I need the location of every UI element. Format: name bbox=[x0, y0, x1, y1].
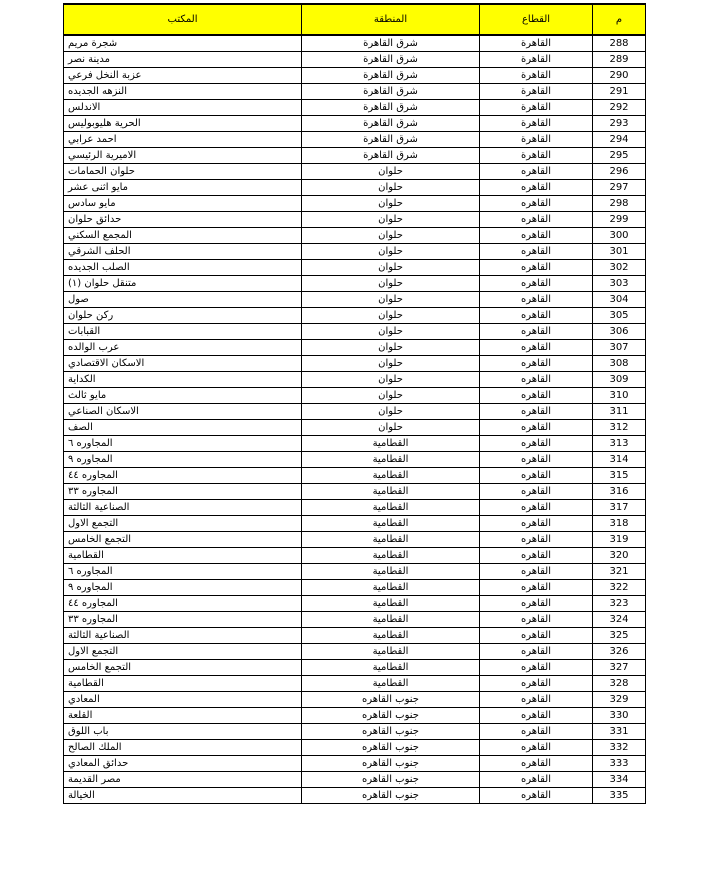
office-cell[interactable]: القطامية bbox=[64, 676, 302, 692]
region-cell[interactable]: القطامية bbox=[302, 516, 480, 532]
region-cell[interactable]: القطامية bbox=[302, 468, 480, 484]
number-cell[interactable]: 309 bbox=[593, 372, 646, 388]
table-body bbox=[64, 35, 646, 804]
office-cell[interactable]: المجاوره ٤٤ bbox=[64, 468, 302, 484]
sector-cell[interactable]: القاهره bbox=[480, 468, 593, 484]
region-cell[interactable]: القطامية bbox=[302, 628, 480, 644]
sector-cell[interactable]: القاهره bbox=[480, 324, 593, 340]
column-header-region[interactable]: المنطقة bbox=[302, 4, 480, 35]
number-cell[interactable]: 332 bbox=[593, 740, 646, 756]
table-row bbox=[64, 388, 646, 404]
table-row bbox=[64, 372, 646, 388]
number-cell[interactable]: 327 bbox=[593, 660, 646, 676]
number-cell[interactable]: 325 bbox=[593, 628, 646, 644]
number-cell[interactable]: 306 bbox=[593, 324, 646, 340]
office-cell[interactable]: الحلف الشرقي bbox=[64, 244, 302, 260]
table-row bbox=[64, 484, 646, 500]
column-header-sector[interactable]: القطاع bbox=[480, 4, 593, 35]
sector-cell[interactable]: القاهره bbox=[480, 340, 593, 356]
number-cell[interactable]: 303 bbox=[593, 276, 646, 292]
sector-cell[interactable]: القاهره bbox=[480, 452, 593, 468]
office-cell[interactable]: الكداية bbox=[64, 372, 302, 388]
number-cell[interactable]: 289 bbox=[593, 52, 646, 68]
table-row bbox=[64, 356, 646, 372]
table-row bbox=[64, 244, 646, 260]
office-cell[interactable]: القطامية bbox=[64, 548, 302, 564]
office-cell[interactable]: المجاوره ٣٣ bbox=[64, 484, 302, 500]
number-cell[interactable]: 324 bbox=[593, 612, 646, 628]
number-cell[interactable]: 320 bbox=[593, 548, 646, 564]
region-cell[interactable]: حلوان bbox=[302, 420, 480, 436]
office-cell[interactable]: الصلب الجديده bbox=[64, 260, 302, 276]
table-row bbox=[64, 740, 646, 756]
office-cell[interactable]: المجاوره ٩ bbox=[64, 580, 302, 596]
table-row bbox=[64, 468, 646, 484]
office-cell[interactable]: مايو اثنى عشر bbox=[64, 180, 302, 196]
table-row bbox=[64, 148, 646, 164]
region-cell[interactable]: جنوب القاهره bbox=[302, 708, 480, 724]
table-row bbox=[64, 164, 646, 180]
number-cell[interactable]: 305 bbox=[593, 308, 646, 324]
sector-cell[interactable]: القاهرة bbox=[480, 35, 593, 52]
number-cell[interactable]: 297 bbox=[593, 180, 646, 196]
sector-cell[interactable]: القاهره bbox=[480, 660, 593, 676]
office-cell[interactable]: صول bbox=[64, 292, 302, 308]
table-row bbox=[64, 308, 646, 324]
sector-cell[interactable]: القاهره bbox=[480, 244, 593, 260]
region-cell[interactable]: القطامية bbox=[302, 676, 480, 692]
sector-cell[interactable]: القاهره bbox=[480, 628, 593, 644]
region-cell[interactable]: حلوان bbox=[302, 212, 480, 228]
office-cell[interactable]: الاميرية الرئيسي bbox=[64, 148, 302, 164]
region-cell[interactable]: حلوان bbox=[302, 356, 480, 372]
number-cell[interactable]: 293 bbox=[593, 116, 646, 132]
region-cell[interactable]: شرق القاهرة bbox=[302, 116, 480, 132]
number-cell[interactable]: 335 bbox=[593, 788, 646, 804]
sector-cell[interactable]: القاهره bbox=[480, 228, 593, 244]
table-row bbox=[64, 724, 646, 740]
region-cell[interactable]: القطامية bbox=[302, 436, 480, 452]
table-row bbox=[64, 84, 646, 100]
sector-cell[interactable]: القاهره bbox=[480, 756, 593, 772]
office-cell[interactable]: النزهه الجديده bbox=[64, 84, 302, 100]
office-cell[interactable]: ركن حلوان bbox=[64, 308, 302, 324]
number-cell[interactable]: 313 bbox=[593, 436, 646, 452]
sector-cell[interactable]: القاهره bbox=[480, 564, 593, 580]
number-cell[interactable]: 295 bbox=[593, 148, 646, 164]
region-cell[interactable]: جنوب القاهره bbox=[302, 724, 480, 740]
sector-cell[interactable]: القاهره bbox=[480, 196, 593, 212]
table-row bbox=[64, 228, 646, 244]
number-cell[interactable]: 292 bbox=[593, 100, 646, 116]
sector-cell[interactable]: القاهره bbox=[480, 772, 593, 788]
sector-cell[interactable]: القاهره bbox=[480, 580, 593, 596]
number-cell[interactable]: 318 bbox=[593, 516, 646, 532]
region-cell[interactable]: القطامية bbox=[302, 548, 480, 564]
number-cell[interactable]: 310 bbox=[593, 388, 646, 404]
sector-cell[interactable]: القاهره bbox=[480, 180, 593, 196]
number-cell[interactable]: 312 bbox=[593, 420, 646, 436]
table-row bbox=[64, 100, 646, 116]
number-cell[interactable]: 330 bbox=[593, 708, 646, 724]
region-cell[interactable]: شرق القاهرة bbox=[302, 68, 480, 84]
region-cell[interactable]: جنوب القاهره bbox=[302, 692, 480, 708]
office-cell[interactable]: الصف bbox=[64, 420, 302, 436]
region-cell[interactable]: حلوان bbox=[302, 372, 480, 388]
sector-cell[interactable]: القاهره bbox=[480, 404, 593, 420]
table-row bbox=[64, 132, 646, 148]
region-cell[interactable]: حلوان bbox=[302, 324, 480, 340]
number-cell[interactable]: 323 bbox=[593, 596, 646, 612]
region-cell[interactable]: حلوان bbox=[302, 228, 480, 244]
table-row bbox=[64, 116, 646, 132]
office-cell[interactable]: باب اللوق bbox=[64, 724, 302, 740]
region-cell[interactable]: القطامية bbox=[302, 500, 480, 516]
region-cell[interactable]: حلوان bbox=[302, 180, 480, 196]
region-cell[interactable]: القطامية bbox=[302, 660, 480, 676]
region-cell[interactable]: شرق القاهرة bbox=[302, 148, 480, 164]
office-cell[interactable]: شجرة مريم bbox=[64, 35, 302, 52]
table-row bbox=[64, 212, 646, 228]
number-cell[interactable]: 294 bbox=[593, 132, 646, 148]
office-cell[interactable]: مايو سادس bbox=[64, 196, 302, 212]
number-cell[interactable]: 321 bbox=[593, 564, 646, 580]
table-row bbox=[64, 68, 646, 84]
table-row bbox=[64, 788, 646, 804]
table-row bbox=[64, 324, 646, 340]
office-cell[interactable]: عرب الوالده bbox=[64, 340, 302, 356]
number-cell[interactable]: 290 bbox=[593, 68, 646, 84]
table-row bbox=[64, 404, 646, 420]
region-cell[interactable]: القطامية bbox=[302, 612, 480, 628]
table-row bbox=[64, 708, 646, 724]
table-row bbox=[64, 180, 646, 196]
sector-cell[interactable]: القاهره bbox=[480, 420, 593, 436]
region-cell[interactable]: حلوان bbox=[302, 196, 480, 212]
office-cell[interactable]: مدينة نصر bbox=[64, 52, 302, 68]
sector-cell[interactable]: القاهره bbox=[480, 612, 593, 628]
sector-cell[interactable]: القاهره bbox=[480, 548, 593, 564]
table-row bbox=[64, 196, 646, 212]
sector-cell[interactable]: القاهره bbox=[480, 276, 593, 292]
office-cell[interactable]: القلعة bbox=[64, 708, 302, 724]
table-row bbox=[64, 260, 646, 276]
region-cell[interactable]: حلوان bbox=[302, 340, 480, 356]
sector-cell[interactable]: القاهرة bbox=[480, 100, 593, 116]
number-cell[interactable]: 300 bbox=[593, 228, 646, 244]
number-cell[interactable]: 326 bbox=[593, 644, 646, 660]
table-row bbox=[64, 676, 646, 692]
office-cell[interactable]: المجاوره ٤٤ bbox=[64, 596, 302, 612]
table-row bbox=[64, 35, 646, 52]
office-cell[interactable]: الخيالة bbox=[64, 788, 302, 804]
column-header-number[interactable]: م bbox=[593, 4, 646, 35]
sector-cell[interactable]: القاهره bbox=[480, 532, 593, 548]
offices-table bbox=[63, 3, 646, 804]
sector-cell[interactable]: القاهره bbox=[480, 388, 593, 404]
office-cell[interactable]: الاسكان الاقتصادي bbox=[64, 356, 302, 372]
region-cell[interactable]: حلوان bbox=[302, 260, 480, 276]
number-cell[interactable]: 315 bbox=[593, 468, 646, 484]
region-cell[interactable]: جنوب القاهره bbox=[302, 788, 480, 804]
spreadsheet-sheet bbox=[63, 3, 645, 804]
region-cell[interactable]: القطامية bbox=[302, 532, 480, 548]
office-cell[interactable]: حدائق حلوان bbox=[64, 212, 302, 228]
number-cell[interactable]: 298 bbox=[593, 196, 646, 212]
office-cell[interactable]: الملك الصالح bbox=[64, 740, 302, 756]
office-cell[interactable]: الاندلس bbox=[64, 100, 302, 116]
table-row bbox=[64, 500, 646, 516]
sector-cell[interactable]: القاهرة bbox=[480, 52, 593, 68]
region-cell[interactable]: شرق القاهرة bbox=[302, 132, 480, 148]
sector-cell[interactable]: القاهره bbox=[480, 308, 593, 324]
table-row bbox=[64, 420, 646, 436]
sector-cell[interactable]: القاهره bbox=[480, 740, 593, 756]
office-cell[interactable]: المجاوره ٣٣ bbox=[64, 612, 302, 628]
number-cell[interactable]: 307 bbox=[593, 340, 646, 356]
office-cell[interactable]: حلوان الحمامات bbox=[64, 164, 302, 180]
number-cell[interactable]: 314 bbox=[593, 452, 646, 468]
region-cell[interactable]: حلوان bbox=[302, 292, 480, 308]
region-cell[interactable]: حلوان bbox=[302, 308, 480, 324]
sector-cell[interactable]: القاهره bbox=[480, 436, 593, 452]
table-row bbox=[64, 532, 646, 548]
office-cell[interactable]: المجاوره ٦ bbox=[64, 436, 302, 452]
region-cell[interactable]: القطامية bbox=[302, 596, 480, 612]
sector-cell[interactable]: القاهره bbox=[480, 644, 593, 660]
office-cell[interactable]: الحرية هليوبوليس bbox=[64, 116, 302, 132]
region-cell[interactable]: شرق القاهرة bbox=[302, 35, 480, 52]
sector-cell[interactable]: القاهره bbox=[480, 708, 593, 724]
region-cell[interactable]: حلوان bbox=[302, 388, 480, 404]
number-cell[interactable]: 317 bbox=[593, 500, 646, 516]
table-row bbox=[64, 564, 646, 580]
number-cell[interactable]: 329 bbox=[593, 692, 646, 708]
office-cell[interactable]: التجمع الاول bbox=[64, 644, 302, 660]
table-row bbox=[64, 548, 646, 564]
table-row bbox=[64, 644, 646, 660]
number-cell[interactable]: 288 bbox=[593, 35, 646, 52]
office-cell[interactable]: حدائق المعادي bbox=[64, 756, 302, 772]
number-cell[interactable]: 291 bbox=[593, 84, 646, 100]
table-row bbox=[64, 52, 646, 68]
header-row bbox=[64, 4, 646, 35]
region-cell[interactable]: القطامية bbox=[302, 644, 480, 660]
table-row bbox=[64, 612, 646, 628]
number-cell[interactable]: 302 bbox=[593, 260, 646, 276]
sector-cell[interactable]: القاهره bbox=[480, 484, 593, 500]
number-cell[interactable]: 299 bbox=[593, 212, 646, 228]
office-cell[interactable]: التجمع الخامس bbox=[64, 660, 302, 676]
office-cell[interactable]: الصناعية الثالثة bbox=[64, 628, 302, 644]
table-row bbox=[64, 516, 646, 532]
table-row bbox=[64, 660, 646, 676]
office-cell[interactable]: المجاوره ٦ bbox=[64, 564, 302, 580]
office-cell[interactable]: المجاوره ٩ bbox=[64, 452, 302, 468]
sector-cell[interactable]: القاهرة bbox=[480, 148, 593, 164]
number-cell[interactable]: 301 bbox=[593, 244, 646, 260]
office-cell[interactable]: التجمع الخامس bbox=[64, 532, 302, 548]
sector-cell[interactable]: القاهره bbox=[480, 500, 593, 516]
table-row bbox=[64, 596, 646, 612]
table-row bbox=[64, 692, 646, 708]
region-cell[interactable]: شرق القاهرة bbox=[302, 100, 480, 116]
table-header bbox=[64, 4, 646, 35]
sector-cell[interactable]: القاهره bbox=[480, 212, 593, 228]
number-cell[interactable]: 333 bbox=[593, 756, 646, 772]
number-cell[interactable]: 328 bbox=[593, 676, 646, 692]
office-cell[interactable]: الاسكان الصناعي bbox=[64, 404, 302, 420]
table-row bbox=[64, 756, 646, 772]
office-cell[interactable]: المجمع السكني bbox=[64, 228, 302, 244]
number-cell[interactable]: 311 bbox=[593, 404, 646, 420]
table-row bbox=[64, 628, 646, 644]
office-cell[interactable]: القبابات bbox=[64, 324, 302, 340]
sector-cell[interactable]: القاهرة bbox=[480, 116, 593, 132]
office-cell[interactable]: عزبة النخل فرعي bbox=[64, 68, 302, 84]
table-row bbox=[64, 452, 646, 468]
table-row bbox=[64, 276, 646, 292]
region-cell[interactable]: القطامية bbox=[302, 564, 480, 580]
table-row bbox=[64, 436, 646, 452]
number-cell[interactable]: 334 bbox=[593, 772, 646, 788]
office-cell[interactable]: الصناعية الثالثة bbox=[64, 500, 302, 516]
region-cell[interactable]: القطامية bbox=[302, 452, 480, 468]
region-cell[interactable]: شرق القاهرة bbox=[302, 84, 480, 100]
sector-cell[interactable]: القاهره bbox=[480, 692, 593, 708]
sector-cell[interactable]: القاهره bbox=[480, 356, 593, 372]
sector-cell[interactable]: القاهره bbox=[480, 292, 593, 308]
region-cell[interactable]: حلوان bbox=[302, 164, 480, 180]
table-row bbox=[64, 340, 646, 356]
sector-cell[interactable]: القاهرة bbox=[480, 68, 593, 84]
region-cell[interactable]: حلوان bbox=[302, 276, 480, 292]
region-cell[interactable]: حلوان bbox=[302, 404, 480, 420]
sector-cell[interactable]: القاهره bbox=[480, 260, 593, 276]
office-cell[interactable]: احمد عرابي bbox=[64, 132, 302, 148]
sector-cell[interactable]: القاهره bbox=[480, 596, 593, 612]
table-row bbox=[64, 292, 646, 308]
sector-cell[interactable]: القاهره bbox=[480, 724, 593, 740]
number-cell[interactable]: 331 bbox=[593, 724, 646, 740]
number-cell[interactable]: 308 bbox=[593, 356, 646, 372]
table-row bbox=[64, 580, 646, 596]
region-cell[interactable]: جنوب القاهره bbox=[302, 772, 480, 788]
sector-cell[interactable]: القاهرة bbox=[480, 132, 593, 148]
office-cell[interactable]: التجمع الاول bbox=[64, 516, 302, 532]
region-cell[interactable]: شرق القاهرة bbox=[302, 52, 480, 68]
number-cell[interactable]: 296 bbox=[593, 164, 646, 180]
office-cell[interactable]: مايو ثالث bbox=[64, 388, 302, 404]
table-row bbox=[64, 772, 646, 788]
sector-cell[interactable]: القاهره bbox=[480, 516, 593, 532]
sector-cell[interactable]: القاهره bbox=[480, 676, 593, 692]
column-header-office[interactable]: المكتب bbox=[64, 4, 302, 35]
sector-cell[interactable]: القاهره bbox=[480, 164, 593, 180]
number-cell[interactable]: 304 bbox=[593, 292, 646, 308]
number-cell[interactable]: 316 bbox=[593, 484, 646, 500]
sector-cell[interactable]: القاهرة bbox=[480, 84, 593, 100]
region-cell[interactable]: حلوان bbox=[302, 244, 480, 260]
region-cell[interactable]: القطامية bbox=[302, 484, 480, 500]
region-cell[interactable]: جنوب القاهره bbox=[302, 740, 480, 756]
number-cell[interactable]: 322 bbox=[593, 580, 646, 596]
office-cell[interactable]: متنقل حلوان (١) bbox=[64, 276, 302, 292]
number-cell[interactable]: 319 bbox=[593, 532, 646, 548]
office-cell[interactable]: المعادي bbox=[64, 692, 302, 708]
office-cell[interactable]: مصر القديمة bbox=[64, 772, 302, 788]
sector-cell[interactable]: القاهره bbox=[480, 372, 593, 388]
region-cell[interactable]: القطامية bbox=[302, 580, 480, 596]
sector-cell[interactable]: القاهره bbox=[480, 788, 593, 804]
region-cell[interactable]: جنوب القاهره bbox=[302, 756, 480, 772]
